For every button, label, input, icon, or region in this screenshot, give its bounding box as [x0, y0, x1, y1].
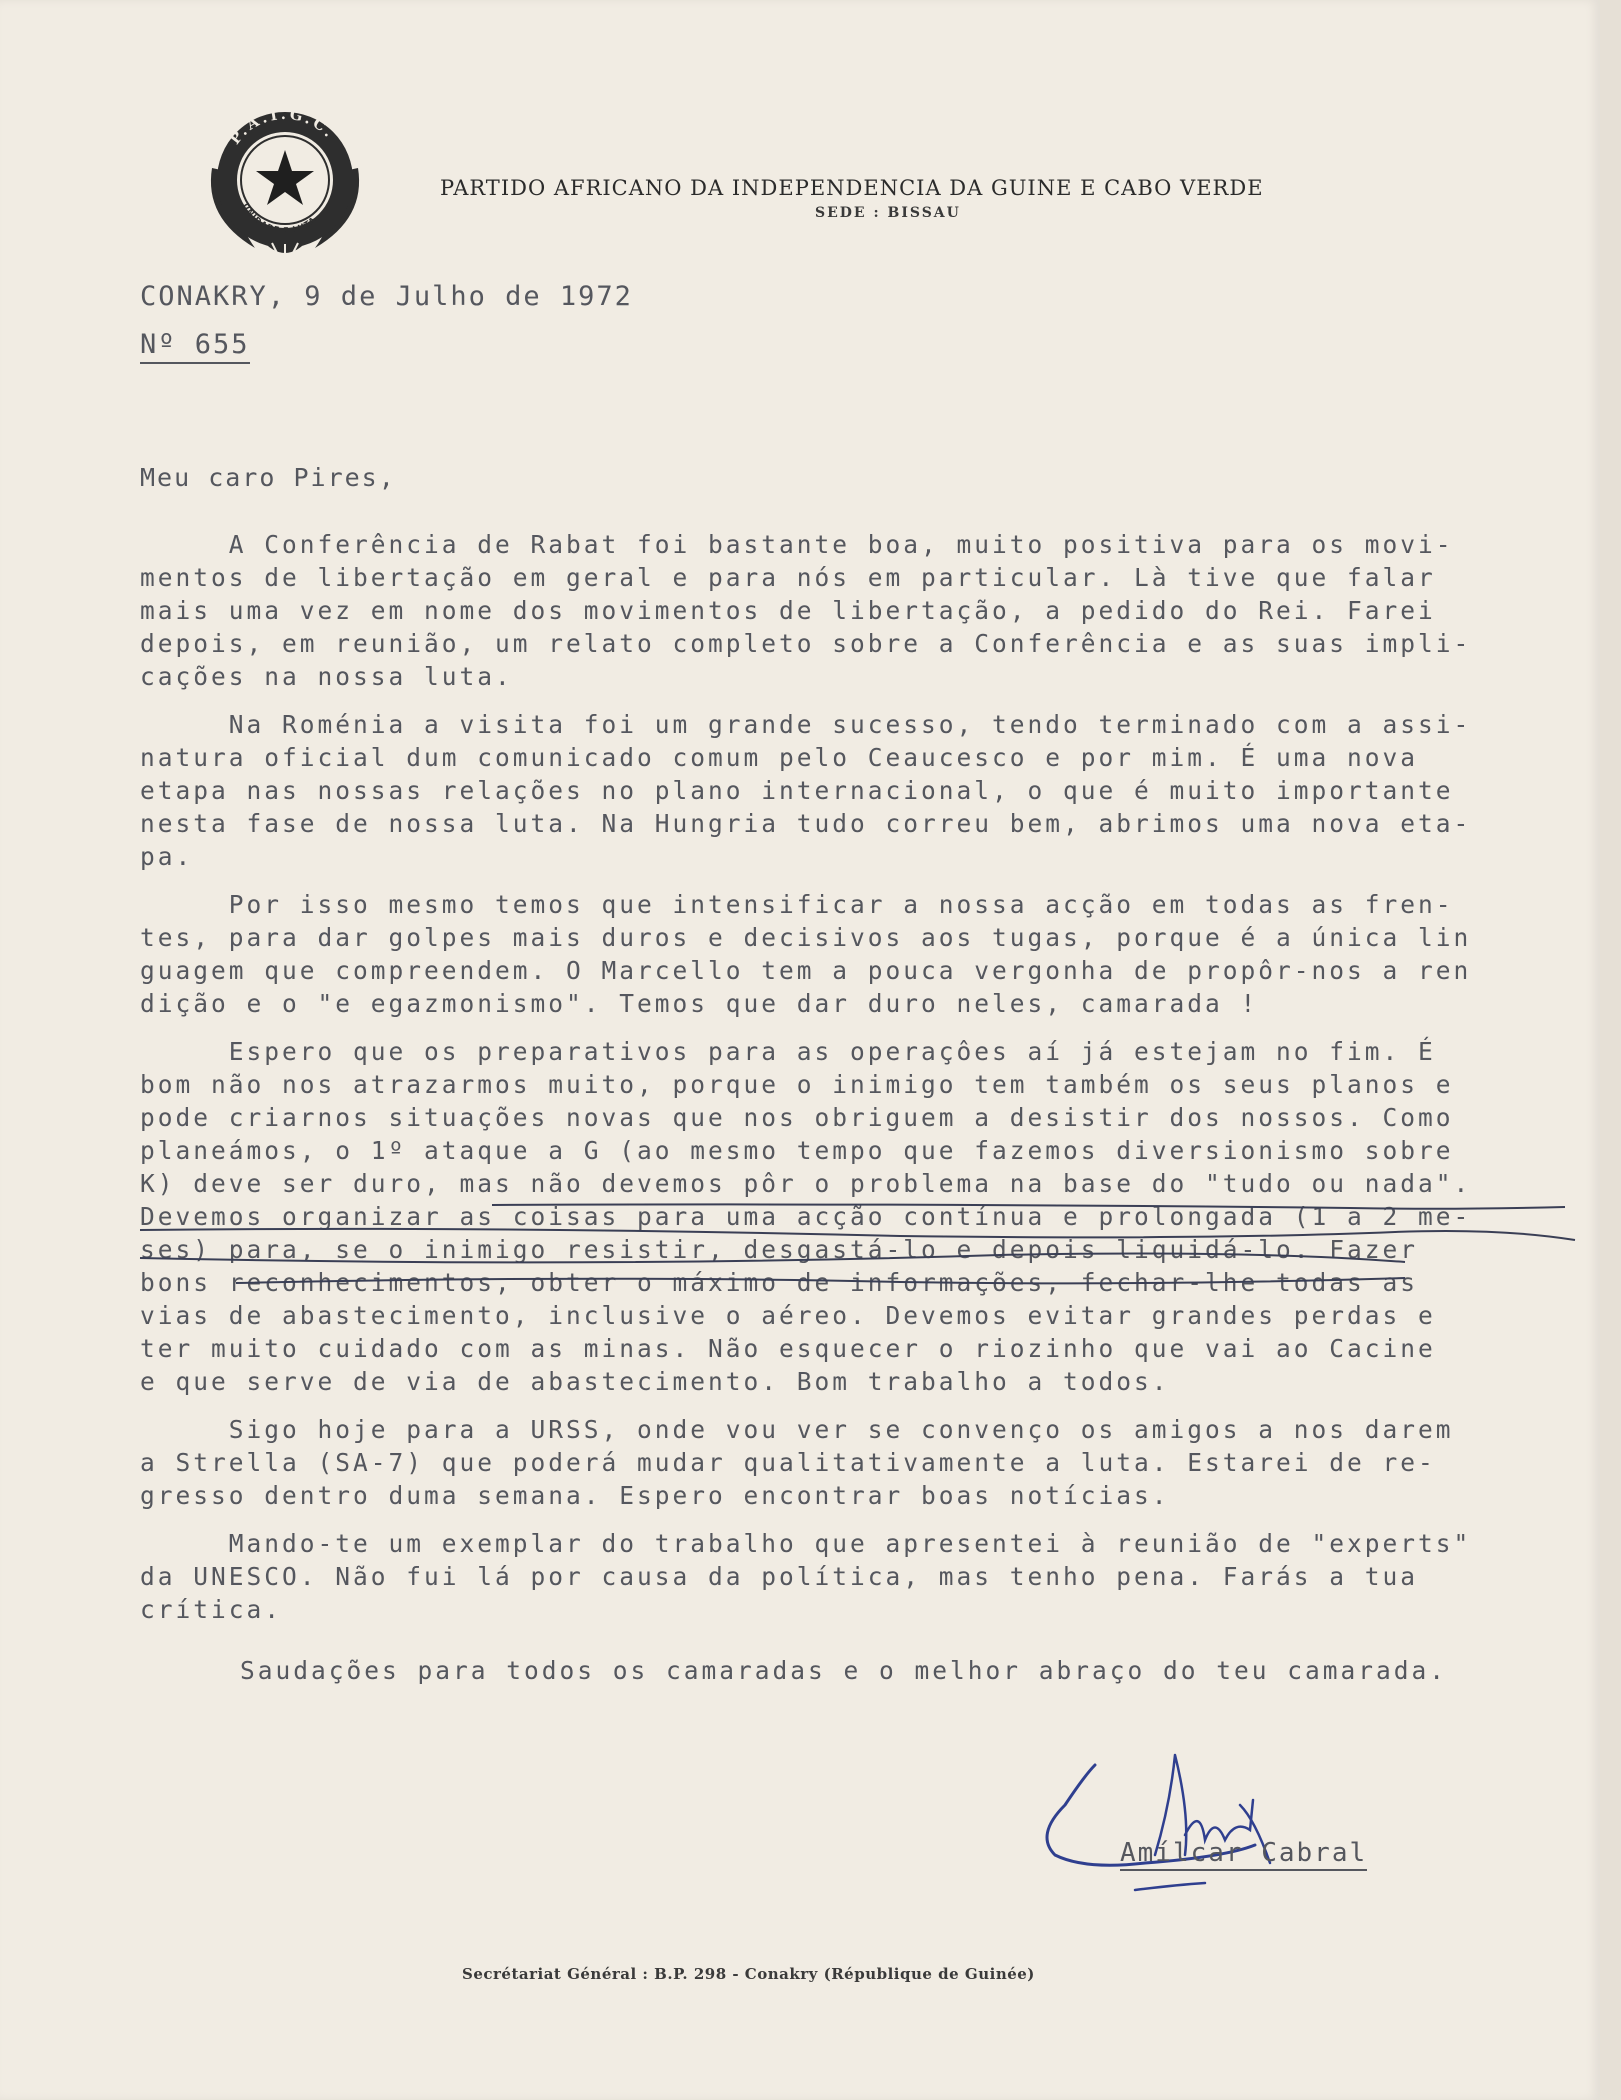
text-line: ter muito cuidado com as minas. Não esquecer o riozinho que vai ao Cacine	[140, 1334, 1436, 1363]
text-line: nesta fase de nossa luta. Na Hungria tudo correu bem, abrimos uma nova eta-	[140, 809, 1472, 838]
text-line: a Strella (SA-7) que poderá mudar qualitativamente a luta. Estarei de re-	[140, 1448, 1436, 1477]
text-line: ses) para, se o inimigo resistir, desgastá-lo e depois liquidá-lo. Fazer	[140, 1235, 1419, 1264]
text-line: da UNESCO. Não fui lá por causa da política, mas tenho pena. Farás a tua	[140, 1562, 1419, 1591]
organization-seat: SEDE : BISSAU	[815, 205, 961, 221]
organization-name: PARTIDO AFRICANO DA INDEPENDENCIA DA GUINE E CABO VERDE	[440, 176, 1264, 200]
text-line: guagem que compreendem. O Marcello tem a pouca vergonha de propôr-nos a ren	[140, 956, 1472, 985]
paragraph	[140, 708, 1615, 873]
text-line: vias de abastecimento, inclusive o aéreo. Devemos evitar grandes perdas e	[140, 1301, 1436, 1330]
footer-address: Secrétariat Général : B.P. 298 - Conakry (République de Guinée)	[462, 1965, 1035, 1983]
text-line: planeámos, o 1º ataque a G (ao mesmo tempo que fazemos diversionismo sobre	[140, 1136, 1454, 1165]
closing-line: Saudações para todos os camaradas e o melhor abraço do teu camarada.	[240, 1656, 1448, 1685]
text-line: bom não nos atrazarmos muito, porque o inimigo tem também os seus planos e	[140, 1070, 1454, 1099]
handwritten-signature	[1025, 1745, 1405, 1895]
text-line: A Conferência de Rabat foi bastante boa, muito positiva para os movi-	[140, 530, 1454, 559]
text-line: mais uma vez em nome dos movimentos de libertação, a pedido do Rei. Farei	[140, 596, 1436, 625]
page-edge	[1600, 0, 1621, 2100]
text-line: mentos de libertação em geral e para nós em particular. Là tive que falar	[140, 563, 1436, 592]
paragraph	[140, 1527, 1615, 1626]
text-line: depois, em reunião, um relato completo sobre a Conferência e as suas impli-	[140, 629, 1472, 658]
date-line: CONAKRY, 9 de Julho de 1972	[140, 281, 633, 312]
text-line: K) deve ser duro, mas não devemos pôr o problema na base do "tudo ou nada".	[140, 1169, 1472, 1198]
text-line: pa.	[140, 842, 194, 871]
emblem-motto: UNIDADE E LUTA	[241, 201, 318, 236]
paragraph	[140, 888, 1615, 1020]
paigc-emblem-icon	[200, 98, 370, 263]
text-line: tes, para dar golpes mais duros e decisivos aos tugas, porque é a única lin	[140, 923, 1472, 952]
text-line: natura oficial dum comunicado comum pelo Ceaucesco e por mim. É uma nova	[140, 743, 1419, 772]
text-line: Devemos organizar as coisas para uma acção contínua e prolongada (1 a 2 me-	[140, 1202, 1472, 1231]
text-line: Espero que os preparativos para as operaçôes aí já estejam no fim. É	[140, 1037, 1436, 1066]
paragraph	[140, 528, 1615, 693]
paragraph	[140, 1413, 1615, 1512]
signer-name: Amílcar Cabral	[1120, 1838, 1367, 1871]
text-line: crítica.	[140, 1595, 283, 1624]
paragraph	[140, 1035, 1615, 1398]
salutation: Meu caro Pires,	[140, 463, 396, 492]
text-line: gresso dentro duma semana. Espero encontrar boas notícias.	[140, 1481, 1170, 1510]
text-line: etapa nas nossas relações no plano internacional, o que é muito importante	[140, 776, 1454, 805]
emblem-ring-text: P.A.I.G.C.	[225, 104, 340, 148]
text-line: dição e o "e egazmonismo". Temos que dar duro neles, camarada !	[140, 989, 1259, 1018]
text-line: Na Roménia a visita foi um grande sucesso, tendo terminado com a assi-	[140, 710, 1472, 739]
text-line: cações na nossa luta.	[140, 662, 513, 691]
text-line: bons reconhecimentos, obter o máximo de informações, fechar-lhe todas as	[140, 1268, 1419, 1297]
letter-body	[140, 528, 1615, 1641]
text-line: Por isso mesmo temos que intensificar a nossa acção em todas as fren-	[140, 890, 1454, 919]
text-line: Sigo hoje para a URSS, onde vou ver se convenço os amigos a nos darem	[140, 1415, 1454, 1444]
text-line: Mando-te um exemplar do trabalho que apresentei à reunião de "experts"	[140, 1529, 1472, 1558]
reference-number: Nº 655	[140, 329, 250, 364]
text-line: e que serve de via de abastecimento. Bom trabalho a todos.	[140, 1367, 1170, 1396]
text-line: pode criarnos situações novas que nos obriguem a desistir dos nossos. Como	[140, 1103, 1454, 1132]
